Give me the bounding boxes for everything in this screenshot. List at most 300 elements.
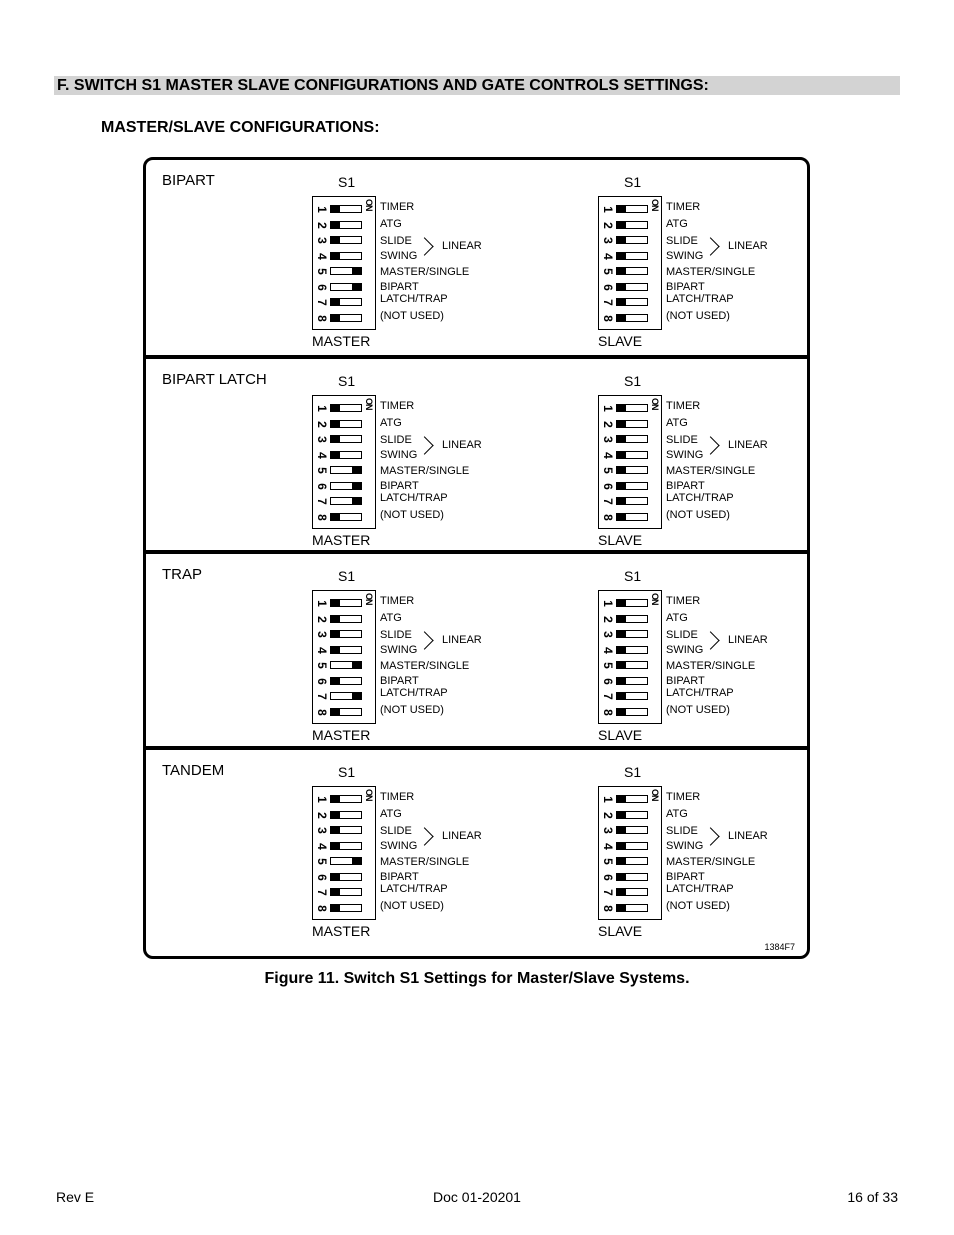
switch-number: 1 — [601, 796, 615, 803]
switch-slot — [330, 630, 362, 638]
switch-slot — [616, 857, 648, 865]
on-label: ON — [364, 593, 374, 605]
linear-label: LINEAR — [728, 240, 768, 252]
function-label: LATCH/TRAP — [380, 883, 448, 895]
switch-number: 5 — [601, 662, 615, 669]
switch-slot — [330, 857, 362, 865]
function-label: BIPART — [666, 871, 705, 883]
dip-switch-8 — [313, 311, 377, 326]
switch-slot — [330, 888, 362, 896]
function-label: BIPART — [380, 480, 419, 492]
footer-page-number: 16 of 33 — [847, 1189, 898, 1205]
dip-switch-8 — [599, 901, 663, 916]
switch-number: 5 — [601, 858, 615, 865]
dip-switch-3 — [599, 627, 663, 642]
dip-switch-block — [598, 395, 662, 529]
switch-knob-off — [331, 237, 340, 243]
switch-knob-off — [617, 498, 626, 504]
dip-switch-1 — [313, 792, 377, 807]
switch-slot — [616, 435, 648, 443]
switch-slot — [616, 708, 648, 716]
dip-switch-3 — [313, 432, 377, 447]
dip-switch-4 — [599, 643, 663, 658]
switch-knob-off — [331, 616, 340, 622]
switch-slot — [616, 482, 648, 490]
dip-switch-1 — [313, 596, 377, 611]
switch-number: 3 — [601, 631, 615, 638]
switch-number: 7 — [601, 889, 615, 896]
master-switch-unit — [312, 160, 512, 350]
switch-knob-on — [352, 498, 361, 504]
switch-slot — [616, 842, 648, 850]
switch-number: 4 — [315, 646, 329, 654]
dip-switch-1 — [599, 792, 663, 807]
switch-number: 7 — [315, 693, 329, 700]
switch-number: 8 — [315, 314, 329, 322]
dip-switch-2 — [313, 808, 377, 823]
switch-knob-off — [617, 812, 626, 818]
switch-knob-on — [352, 662, 361, 668]
switch-slot — [330, 252, 362, 260]
switch-slot — [330, 904, 362, 912]
switch-number: 3 — [315, 827, 329, 834]
on-label: ON — [650, 593, 660, 605]
switch-number: 8 — [315, 708, 329, 716]
function-label: BIPART — [666, 675, 705, 687]
switch-number: 8 — [315, 904, 329, 912]
dip-switch-8 — [313, 901, 377, 916]
switch-number: 2 — [601, 221, 615, 229]
dip-switch-6 — [599, 280, 663, 295]
linear-label: LINEAR — [442, 634, 482, 646]
dip-switch-2 — [599, 218, 663, 233]
dip-switch-6 — [313, 870, 377, 885]
on-label: ON — [364, 398, 374, 410]
function-label: LATCH/TRAP — [380, 293, 448, 305]
dip-switch-2 — [599, 808, 663, 823]
switch-slot — [330, 236, 362, 244]
switch-number: 7 — [601, 693, 615, 700]
function-label: (NOT USED) — [666, 310, 730, 322]
switch-slot — [616, 466, 648, 474]
switch-number: 5 — [601, 268, 615, 275]
switch-slot — [330, 466, 362, 474]
switch-knob-off — [331, 678, 340, 684]
function-label: MASTER/SINGLE — [380, 856, 470, 868]
function-label: MASTER/SINGLE — [380, 266, 470, 278]
dip-switch-3 — [313, 627, 377, 642]
function-label: (NOT USED) — [380, 900, 444, 912]
function-label: BIPART — [380, 675, 419, 687]
switch-number: 8 — [601, 314, 615, 322]
switch-knob-off — [331, 647, 340, 653]
switch-number: 4 — [601, 451, 615, 459]
function-label: (NOT USED) — [380, 509, 444, 521]
switch-knob-off — [617, 616, 626, 622]
bracket-chevron-icon — [701, 631, 719, 649]
switch-knob-off — [617, 421, 626, 427]
dip-switch-8 — [313, 705, 377, 720]
switch-number: 2 — [315, 811, 329, 819]
switch-number: 5 — [315, 467, 329, 474]
switch-slot — [330, 482, 362, 490]
switch-number: 4 — [315, 252, 329, 260]
switch-number: 3 — [601, 237, 615, 244]
switch-number: 8 — [601, 708, 615, 716]
switch-slot — [330, 451, 362, 459]
linear-label: LINEAR — [728, 634, 768, 646]
switch-slot — [330, 205, 362, 213]
dip-switch-3 — [599, 823, 663, 838]
switch-slot — [330, 811, 362, 819]
switch-slot — [616, 615, 648, 623]
switch-slot — [330, 267, 362, 275]
switch-slot — [616, 646, 648, 654]
function-label: TIMER — [380, 791, 415, 803]
dip-switch-5 — [313, 463, 377, 478]
footer-revision: Rev E — [56, 1189, 95, 1205]
switch-knob-off — [331, 796, 340, 802]
function-label: SWING — [666, 644, 704, 656]
switch-number: 1 — [315, 206, 329, 213]
switch-knob-off — [617, 827, 626, 833]
switch-number: 2 — [315, 615, 329, 623]
switch-number: 6 — [601, 677, 615, 685]
function-label: MASTER/SINGLE — [666, 660, 756, 672]
switch-number: 4 — [315, 451, 329, 459]
dip-switch-4 — [313, 643, 377, 658]
switch-knob-off — [331, 405, 340, 411]
function-label: SLIDE — [380, 825, 412, 837]
function-label: TIMER — [666, 791, 701, 803]
master-switch-unit — [312, 750, 512, 940]
switch-knob-off — [617, 600, 626, 606]
config-row — [146, 359, 807, 554]
dip-switch-7 — [599, 689, 663, 704]
switch-number: 7 — [601, 299, 615, 306]
switch-slot — [616, 267, 648, 275]
function-label: ATG — [666, 218, 688, 230]
switch-slot — [616, 298, 648, 306]
function-label: SWING — [666, 250, 704, 262]
switch-knob-off — [617, 647, 626, 653]
switch-knob-off — [331, 452, 340, 458]
switch-knob-on — [352, 268, 361, 274]
switch-number: 7 — [315, 498, 329, 505]
switch-slot — [330, 435, 362, 443]
function-label: LATCH/TRAP — [666, 687, 734, 699]
function-label: TIMER — [666, 595, 701, 607]
bracket-chevron-icon — [415, 631, 433, 649]
dip-switch-4 — [313, 249, 377, 264]
switch-slot — [616, 497, 648, 505]
subheading: MASTER/SLAVE CONFIGURATIONS: — [101, 119, 380, 136]
switch-slot — [330, 599, 362, 607]
switch-label: S1 — [624, 568, 642, 584]
dip-switch-block — [312, 590, 376, 724]
config-row — [146, 554, 807, 749]
dip-switch-5 — [599, 264, 663, 279]
switch-number: 2 — [315, 221, 329, 229]
switch-knob-off — [617, 693, 626, 699]
switch-slot — [330, 677, 362, 685]
function-label: ATG — [380, 218, 402, 230]
dip-switch-block — [598, 590, 662, 724]
dip-switch-2 — [599, 612, 663, 627]
switch-slot — [330, 826, 362, 834]
switch-knob-off — [331, 889, 340, 895]
function-label: LATCH/TRAP — [380, 492, 448, 504]
function-label: SLIDE — [666, 235, 698, 247]
dip-switch-3 — [313, 823, 377, 838]
function-label: (NOT USED) — [666, 509, 730, 521]
function-label: ATG — [380, 808, 402, 820]
dip-switch-7 — [313, 885, 377, 900]
switch-number: 6 — [601, 873, 615, 881]
switch-knob-off — [617, 436, 626, 442]
linear-label: LINEAR — [442, 830, 482, 842]
switch-slot — [616, 826, 648, 834]
switch-number: 2 — [601, 420, 615, 428]
bracket-chevron-icon — [415, 237, 433, 255]
slave-role-label: SLAVE — [598, 923, 643, 939]
switch-number: 1 — [315, 796, 329, 803]
function-label: ATG — [380, 417, 402, 429]
config-row — [146, 160, 807, 355]
dip-switch-1 — [313, 202, 377, 217]
switch-label: S1 — [338, 174, 356, 190]
switch-slot — [330, 646, 362, 654]
switch-knob-off — [617, 237, 626, 243]
function-label: TIMER — [380, 595, 415, 607]
switch-slot — [330, 420, 362, 428]
switch-knob-off — [617, 452, 626, 458]
master-role-label: MASTER — [312, 333, 371, 349]
switch-knob-off — [331, 827, 340, 833]
dip-switch-7 — [313, 295, 377, 310]
dip-switch-block — [312, 395, 376, 529]
switch-knob-off — [617, 222, 626, 228]
switch-knob-off — [617, 858, 626, 864]
function-label: SLIDE — [666, 629, 698, 641]
switch-knob-off — [331, 206, 340, 212]
dip-switch-6 — [599, 674, 663, 689]
switch-knob-off — [617, 483, 626, 489]
switch-knob-off — [617, 843, 626, 849]
switch-knob-off — [617, 299, 626, 305]
function-label: LATCH/TRAP — [380, 687, 448, 699]
dip-switch-4 — [599, 448, 663, 463]
switch-label: S1 — [624, 764, 642, 780]
switch-number: 3 — [315, 631, 329, 638]
switch-number: 6 — [315, 677, 329, 685]
dip-switch-7 — [313, 494, 377, 509]
switch-slot — [616, 513, 648, 521]
switch-slot — [330, 404, 362, 412]
switch-number: 6 — [315, 873, 329, 881]
switch-knob-off — [331, 905, 340, 911]
config-title: BIPART — [162, 172, 215, 189]
dip-switch-2 — [599, 417, 663, 432]
dip-switch-8 — [313, 510, 377, 525]
bracket-chevron-icon — [415, 827, 433, 845]
switch-number: 8 — [601, 513, 615, 521]
function-label: MASTER/SINGLE — [666, 465, 756, 477]
switch-slot — [616, 283, 648, 291]
switch-knob-off — [331, 222, 340, 228]
function-label: BIPART — [666, 480, 705, 492]
switch-number: 2 — [601, 615, 615, 623]
dip-switch-7 — [599, 494, 663, 509]
switch-number: 3 — [601, 436, 615, 443]
function-label: BIPART — [380, 281, 419, 293]
figure-code: 1384F7 — [764, 942, 795, 952]
function-label: SWING — [380, 840, 418, 852]
switch-number: 1 — [601, 600, 615, 607]
master-switch-unit — [312, 554, 512, 744]
switch-knob-off — [617, 206, 626, 212]
switch-number: 1 — [601, 405, 615, 412]
switch-label: S1 — [624, 373, 642, 389]
dip-switch-1 — [599, 401, 663, 416]
switch-slot — [616, 692, 648, 700]
function-label: TIMER — [666, 201, 701, 213]
switch-knob-off — [617, 315, 626, 321]
dip-switch-1 — [599, 202, 663, 217]
function-label: TIMER — [380, 201, 415, 213]
master-role-label: MASTER — [312, 923, 371, 939]
on-label: ON — [364, 789, 374, 801]
switch-slot — [330, 221, 362, 229]
function-label: ATG — [666, 417, 688, 429]
switch-label: S1 — [338, 568, 356, 584]
function-label: SWING — [666, 449, 704, 461]
switch-number: 4 — [601, 252, 615, 260]
function-label: (NOT USED) — [666, 704, 730, 716]
dip-switch-8 — [599, 510, 663, 525]
switch-slot — [616, 904, 648, 912]
dip-switch-6 — [313, 479, 377, 494]
function-label: MASTER/SINGLE — [380, 465, 470, 477]
on-label: ON — [364, 199, 374, 211]
dip-switch-4 — [599, 249, 663, 264]
function-label: MASTER/SINGLE — [666, 856, 756, 868]
switch-knob-off — [331, 874, 340, 880]
slave-role-label: SLAVE — [598, 532, 643, 548]
function-label: MASTER/SINGLE — [666, 266, 756, 278]
slave-switch-unit — [598, 359, 798, 549]
switch-knob-off — [617, 796, 626, 802]
dip-switch-8 — [599, 311, 663, 326]
linear-label: LINEAR — [442, 439, 482, 451]
switch-number: 6 — [601, 482, 615, 490]
bracket-chevron-icon — [701, 436, 719, 454]
switch-knob-on — [352, 284, 361, 290]
switch-slot — [616, 252, 648, 260]
switch-slot — [616, 888, 648, 896]
config-row — [146, 750, 807, 945]
config-title: BIPART LATCH — [162, 371, 267, 388]
dip-switch-5 — [313, 854, 377, 869]
switch-slot — [616, 599, 648, 607]
dip-switch-2 — [313, 417, 377, 432]
on-label: ON — [650, 199, 660, 211]
config-title: TRAP — [162, 566, 203, 583]
function-label: SWING — [380, 449, 418, 461]
dip-switch-1 — [313, 401, 377, 416]
switch-number: 6 — [315, 482, 329, 490]
bracket-chevron-icon — [701, 827, 719, 845]
switch-number: 8 — [315, 513, 329, 521]
function-label: LATCH/TRAP — [666, 883, 734, 895]
bracket-chevron-icon — [415, 436, 433, 454]
dip-switch-5 — [313, 658, 377, 673]
figure-frame — [143, 157, 810, 959]
function-label: ATG — [666, 612, 688, 624]
switch-knob-off — [617, 709, 626, 715]
switch-slot — [616, 873, 648, 881]
function-label: SWING — [380, 644, 418, 656]
linear-label: LINEAR — [442, 240, 482, 252]
switch-label: S1 — [338, 373, 356, 389]
switch-slot — [330, 661, 362, 669]
switch-knob-off — [617, 253, 626, 259]
switch-knob-off — [331, 315, 340, 321]
switch-knob-on — [352, 858, 361, 864]
dip-switch-block — [312, 196, 376, 330]
function-label: SWING — [380, 250, 418, 262]
switch-knob-off — [617, 889, 626, 895]
footer-doc-number: Doc 01-20201 — [433, 1189, 521, 1205]
dip-switch-2 — [313, 218, 377, 233]
dip-switch-7 — [313, 689, 377, 704]
switch-slot — [616, 661, 648, 669]
switch-knob-off — [331, 514, 340, 520]
switch-slot — [330, 298, 362, 306]
switch-number: 6 — [601, 283, 615, 291]
dip-switch-3 — [599, 432, 663, 447]
switch-knob-on — [352, 483, 361, 489]
switch-number: 3 — [315, 237, 329, 244]
function-label: SLIDE — [380, 235, 412, 247]
switch-knob-off — [617, 268, 626, 274]
switch-number: 2 — [315, 420, 329, 428]
switch-number: 3 — [601, 827, 615, 834]
function-label: TIMER — [380, 400, 415, 412]
function-label: BIPART — [666, 281, 705, 293]
switch-slot — [616, 205, 648, 213]
slave-switch-unit — [598, 554, 798, 744]
linear-label: LINEAR — [728, 439, 768, 451]
switch-slot — [330, 615, 362, 623]
slave-switch-unit — [598, 160, 798, 350]
switch-slot — [616, 811, 648, 819]
switch-knob-off — [331, 843, 340, 849]
dip-switch-1 — [599, 596, 663, 611]
switch-slot — [616, 451, 648, 459]
function-label: SLIDE — [380, 629, 412, 641]
switch-slot — [616, 795, 648, 803]
master-switch-unit — [312, 359, 512, 549]
master-role-label: MASTER — [312, 532, 371, 548]
dip-switch-4 — [313, 448, 377, 463]
dip-switch-7 — [599, 295, 663, 310]
dip-switch-5 — [599, 854, 663, 869]
switch-number: 1 — [601, 206, 615, 213]
switch-label: S1 — [338, 764, 356, 780]
function-label: SWING — [666, 840, 704, 852]
switch-number: 2 — [601, 811, 615, 819]
